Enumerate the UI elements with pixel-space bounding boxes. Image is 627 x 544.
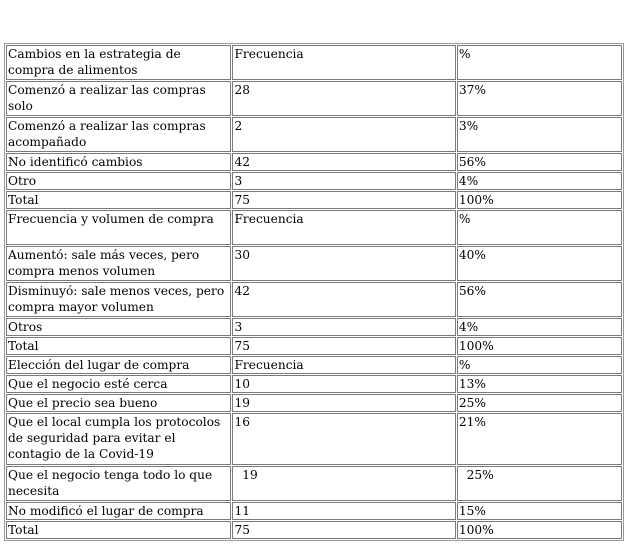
table-cell-label: Disminuyó: sale menos veces, pero compra mayor volumen [6,282,231,317]
table-cell-frequency: 75 [232,521,455,539]
table-cell-label: Total [6,521,231,539]
table-cell-percent: % [457,210,622,245]
table-row [6,502,622,520]
table-cell-frequency: 3 [232,318,455,336]
table-cell-percent: 4% [457,172,622,190]
table-cell-frequency: 10 [232,375,455,393]
table-cell-percent: 100% [457,337,622,355]
table-cell-label: Cambios en la estrategia de compra de alimentos [6,45,231,80]
table-cell-percent: % [457,45,622,80]
table-cell-label: Comenzó a realizar las compras solo [6,81,231,116]
table-cell-frequency: 19 [232,466,455,501]
table-row [6,394,622,412]
table-cell-percent: 21% [457,413,622,465]
table-row [6,246,622,281]
table-row [6,172,622,190]
table-cell-frequency: 11 [232,502,455,520]
table-cell-label: Otros [6,318,231,336]
table-row [6,413,622,465]
table-cell-percent: 4% [457,318,622,336]
table-cell-percent: 25% [457,394,622,412]
table-cell-label: Total [6,191,231,209]
table-cell-percent: 56% [457,153,622,171]
table-row [6,81,622,116]
table-cell-percent: 100% [457,521,622,539]
table-row-total [6,521,622,539]
table-cell-percent: 56% [457,282,622,317]
table-cell-label: No identificó cambios [6,153,231,171]
table-cell-label: Comenzó a realizar las compras acompañado [6,117,231,152]
table-cell-label: Que el precio sea bueno [6,394,231,412]
table-cell-frequency: 42 [232,153,455,171]
table-row-section-header [6,210,622,245]
table-cell-label: Que el local cumpla los protocolos de seguridad para evitar el contagio de la Covid-19 [6,413,231,465]
table-row-total [6,191,622,209]
table-row [6,466,622,501]
table-row-total [6,337,622,355]
table-cell-frequency: 42 [232,282,455,317]
table-cell-frequency: 2 [232,117,455,152]
table-cell-frequency: 19 [232,394,455,412]
table-cell-frequency: Frecuencia [232,210,455,245]
table-cell-frequency: 16 [232,413,455,465]
table-cell-frequency: Frecuencia [232,356,455,374]
table-body [6,45,622,539]
table-row [6,153,622,171]
table-cell-label: Aumentó: sale más veces, pero compra menos volumen [6,246,231,281]
table-row [6,117,622,152]
table-cell-label: No modificó el lugar de compra [6,502,231,520]
table-cell-label: Total [6,337,231,355]
survey-results-table [4,43,624,541]
table-cell-frequency: 75 [232,191,455,209]
table-cell-frequency: Frecuencia [232,45,455,80]
table-row-section-header [6,356,622,374]
table-cell-frequency: 75 [232,337,455,355]
table-cell-label: Elección del lugar de compra [6,356,231,374]
table-cell-percent: 13% [457,375,622,393]
table-cell-label: Otro [6,172,231,190]
survey-table-container [4,43,624,541]
table-cell-frequency: 30 [232,246,455,281]
table-cell-percent: 40% [457,246,622,281]
table-row [6,282,622,317]
table-row [6,318,622,336]
table-cell-label: Frecuencia y volumen de compra [6,210,231,245]
table-row [6,375,622,393]
table-cell-percent: 3% [457,117,622,152]
table-cell-percent: 37% [457,81,622,116]
table-cell-frequency: 3 [232,172,455,190]
table-cell-percent: 25% [457,466,622,501]
table-row-section-header [6,45,622,80]
table-cell-label: Que el negocio tenga todo lo que necesita [6,466,231,501]
table-cell-percent: 100% [457,191,622,209]
table-cell-label: Que el negocio esté cerca [6,375,231,393]
table-cell-frequency: 28 [232,81,455,116]
table-cell-percent: % [457,356,622,374]
table-cell-percent: 15% [457,502,622,520]
